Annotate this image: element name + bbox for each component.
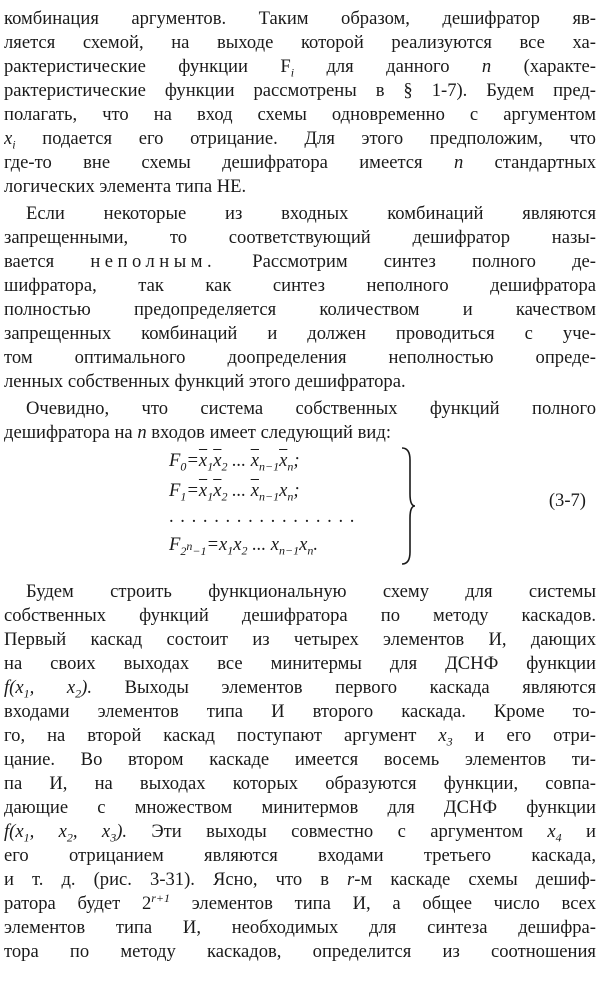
text-line: Первый каскад состоит из четырех элементов И, дающих bbox=[4, 629, 596, 650]
text-line bbox=[4, 422, 596, 444]
text-span: рактеристические функции F bbox=[4, 56, 291, 77]
text-line: собственных функций дешифратора по методу каскадов. bbox=[4, 605, 596, 626]
text-line bbox=[4, 152, 596, 174]
text-span: и т. д. (рис. 3-31). Ясно, что в bbox=[4, 869, 329, 890]
spaced-term: неполным. bbox=[90, 251, 217, 272]
text-line: логических элемента типа НЕ. bbox=[4, 176, 247, 197]
math-var: r bbox=[347, 869, 355, 890]
text-line: дающие с множеством минитермов для ДСНФ функции bbox=[4, 797, 596, 818]
text-line: полностью предопределяется количеством и качеством bbox=[4, 299, 596, 320]
text-line: его отрицанием являются входами третьего каскада, bbox=[4, 845, 596, 866]
equation-3-7 bbox=[4, 442, 596, 572]
text-line: запрещенными, то соответствующий дешифратор назы- bbox=[4, 227, 596, 248]
text-span: элементов типа И, а общее число всех bbox=[170, 893, 596, 914]
text-line bbox=[4, 251, 596, 273]
text-line bbox=[4, 869, 596, 891]
text-line bbox=[4, 725, 596, 747]
right-brace bbox=[400, 446, 416, 566]
text-span: Рассмотрим синтез полного де- bbox=[216, 251, 596, 272]
math-subscript: i bbox=[290, 65, 295, 78]
text-span: ратора будет bbox=[4, 893, 121, 914]
text-line: тора по методу каскадов, определится из соотношения bbox=[4, 941, 596, 962]
text-line: элементов типа И, необходимых для синтеза дешифра- bbox=[4, 917, 596, 938]
math-var: $x_3$ bbox=[438, 725, 453, 747]
text-span: стандартных bbox=[463, 152, 596, 173]
equation-row: $F_1=\overline{x}_1\overline{x}_2$ ... $\overline{x}_{n-1}x_n$; bbox=[169, 480, 300, 504]
text-line bbox=[4, 821, 596, 843]
math-var: n bbox=[453, 152, 464, 173]
text-line bbox=[4, 56, 596, 78]
text-line: том оптимального доопределения неполностью опреде- bbox=[4, 347, 596, 368]
equation-dots: . . . . . . . . . . . . . . . . . bbox=[169, 506, 356, 527]
text-span: -м каскаде схемы дешиф- bbox=[354, 869, 596, 890]
math-expr: $f(x_1$, $x_2$, $x_3$). bbox=[4, 821, 128, 843]
math-subscript: i bbox=[12, 137, 16, 150]
text-line bbox=[4, 128, 596, 150]
equation-number: (3-7) bbox=[548, 490, 586, 511]
text-span: Эти выходы совместно с аргументом bbox=[151, 821, 523, 842]
equation-row: $F_0=\overline{x}_1\overline{x}_2$ ... $\overline{x}_{n-1}\overline{x}_n$; bbox=[169, 450, 300, 474]
text-line: на своих выходах все минитермы для ДСНФ функции bbox=[4, 653, 596, 674]
text-span: дешифратора на bbox=[4, 422, 138, 443]
text-span: и его отри- bbox=[452, 725, 596, 746]
math-expr: $2^{r+1}$ bbox=[141, 893, 171, 914]
text-line: входами элементов типа И второго каскада. Кроме то- bbox=[4, 701, 596, 722]
text-span: где-то вне схемы дешифратора имеется bbox=[4, 152, 423, 173]
math-var: $x_4$ bbox=[547, 821, 562, 843]
text-line bbox=[4, 893, 596, 915]
text-line: запрещенных комбинаций и должен проводиться с уче- bbox=[4, 323, 596, 344]
text-line: комбинация аргументов. Таким образом, дешифратор яв- bbox=[4, 8, 596, 29]
math-var: x bbox=[4, 128, 13, 149]
text-line: па И, на выходах которых образуются функции, совпа- bbox=[4, 773, 596, 794]
text-line: Будем строить функциональную схему для системы bbox=[26, 581, 596, 602]
text-line: шифратора, так как синтез неполного дешифратора bbox=[4, 275, 596, 296]
text-span: го, на второй каскад поступают аргумент bbox=[4, 725, 417, 746]
text-span: (характе- bbox=[491, 56, 596, 77]
text-line: ленных собственных функций этого дешифратора. bbox=[4, 371, 406, 392]
text-span: и bbox=[561, 821, 596, 842]
text-span: для данного bbox=[294, 56, 482, 77]
text-span: вается bbox=[4, 251, 91, 272]
text-line: рактеристические функции рассмотрены в § 1-7). Будем пред- bbox=[4, 80, 596, 101]
text-span: входов имеет следующий вид: bbox=[146, 422, 391, 443]
math-var: n bbox=[481, 56, 492, 77]
text-line bbox=[4, 677, 596, 699]
text-span: подается его отрицание. Для этого предположим, что bbox=[42, 128, 596, 149]
text-line: цание. Во втором каскаде имеется восемь элементов ти- bbox=[4, 749, 596, 770]
math-var: n bbox=[137, 422, 147, 443]
math-expr: $f(x_1$, $x_2$). bbox=[4, 677, 92, 699]
text-line: Очевидно, что система собственных функций полного bbox=[26, 398, 596, 419]
text-line: полагать, что на вход схемы одновременно с аргументом bbox=[4, 104, 596, 125]
equation-row: $F_{2^n-1}=x_1x_2$ ... $x_{n-1}x_n$. bbox=[169, 534, 319, 558]
text-span: Выходы элементов первого каскада являются bbox=[124, 677, 596, 698]
text-line: Если некоторые из входных комбинаций являются bbox=[26, 203, 596, 224]
text-line: ляется схемой, на выходе которой реализуются все ха- bbox=[4, 32, 596, 53]
